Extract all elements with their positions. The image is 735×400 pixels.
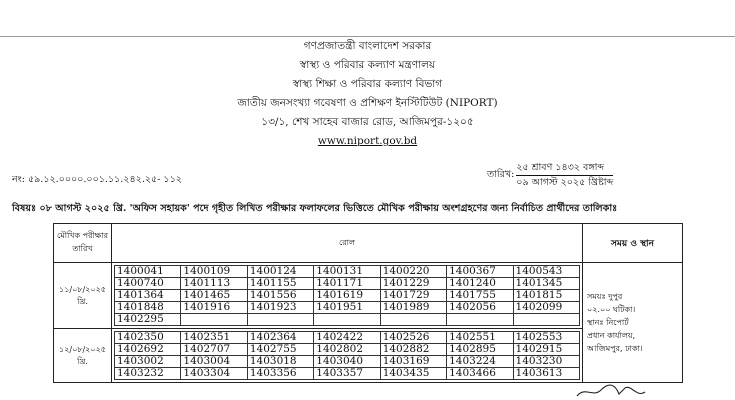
roll-number: 1401989 <box>380 302 446 314</box>
roll-number: 1402351 <box>181 332 247 344</box>
candidate-table <box>53 223 683 383</box>
roll-number: 1403435 <box>380 368 446 380</box>
header-roll: রোল <box>112 224 583 263</box>
roll-row <box>115 344 580 356</box>
institute-name: জাতীয় জনসংখ্যা গবেষণা ও প্রশিক্ষণ ইনস্টিটিউট (NIPORT) <box>237 97 498 109</box>
roll-row <box>115 290 580 302</box>
address: ১৩/১, শেখ সাহেব বাজার রোড, আজিমপুর-১২০৫ <box>261 116 474 128</box>
gov-name: গণপ্রজাতন্ত্রী বাংলাদেশ সরকার <box>303 40 432 52</box>
roll-number: 1402364 <box>247 332 313 344</box>
roll-number: 1402707 <box>181 344 247 356</box>
website-link[interactable]: www.niport.gov.bd <box>317 135 418 147</box>
exam-date-cell <box>54 329 112 383</box>
roll-number: 1401923 <box>247 302 313 314</box>
schedule-line: সময়ঃ দুপুর <box>587 292 623 301</box>
roll-number: 1401171 <box>314 278 380 290</box>
roll-row <box>115 302 580 314</box>
roll-number: 1401556 <box>247 290 313 302</box>
date-bangla: ২৫ শ্রাবণ ১৪৩২ বঙ্গাব্দ <box>516 161 613 176</box>
roll-row <box>115 266 580 278</box>
division-name: স্বাস্থ্য শিক্ষা ও পরিবার কল্যাণ বিভাগ <box>292 78 443 90</box>
roll-number: 1401229 <box>380 278 446 290</box>
roll-number: 1402422 <box>314 332 380 344</box>
roll-number: 1402099 <box>513 302 579 314</box>
roll-number: 1401951 <box>314 302 380 314</box>
date-block <box>487 161 613 190</box>
roll-number: 1400124 <box>247 266 313 278</box>
roll-row <box>115 368 580 380</box>
roll-number: 1403224 <box>447 356 513 368</box>
roll-number: 1403004 <box>181 356 247 368</box>
roll-number: 1401155 <box>247 278 313 290</box>
roll-number: 1403018 <box>247 356 313 368</box>
roll-number: 1400109 <box>181 266 247 278</box>
header-date: মৌখিক পরীক্ষার তারিখ <box>54 224 112 263</box>
roll-number: 1403040 <box>314 356 380 368</box>
roll-number: 1401815 <box>513 290 579 302</box>
schedule-line: আজিমপুর, ঢাকা। <box>587 344 643 353</box>
roll-number: 1400740 <box>115 278 181 290</box>
roll-cell <box>112 263 583 329</box>
roll-number <box>447 314 513 326</box>
roll-number <box>247 314 313 326</box>
roll-number: 1402915 <box>513 344 579 356</box>
roll-number: 1402056 <box>447 302 513 314</box>
roll-number: 1402882 <box>380 344 446 356</box>
roll-number: 1403304 <box>181 368 247 380</box>
roll-number: 1401240 <box>447 278 513 290</box>
roll-number: 1402551 <box>447 332 513 344</box>
roll-number: 1400041 <box>115 266 181 278</box>
roll-number: 1401916 <box>181 302 247 314</box>
ministry-name: স্বাস্থ্য ও পরিবার কল্যাণ মন্ত্রণালয় <box>299 59 436 71</box>
roll-number: 1403002 <box>115 356 181 368</box>
roll-number: 1403356 <box>247 368 313 380</box>
roll-number <box>314 314 380 326</box>
exam-date-suffix: খ্রি. <box>77 296 88 306</box>
table-header-row <box>54 224 683 263</box>
roll-number: 1402350 <box>115 332 181 344</box>
schedule-line: স্থানঃ নিপোর্ট <box>587 318 629 327</box>
roll-row <box>115 314 580 326</box>
roll-cell <box>112 329 583 383</box>
roll-number: 1400367 <box>447 266 513 278</box>
roll-number: 1402802 <box>314 344 380 356</box>
roll-number: 1401113 <box>181 278 247 290</box>
roll-number: 1400220 <box>380 266 446 278</box>
date-label: তারিখ: <box>487 169 515 180</box>
signature-mark <box>575 382 665 400</box>
letterhead <box>0 37 735 151</box>
roll-number: 1403357 <box>314 368 380 380</box>
roll-number: 1402526 <box>380 332 446 344</box>
header-time-place: সময় ও স্থান <box>583 224 683 263</box>
roll-row <box>115 356 580 368</box>
schedule-line: ০২.০০ ঘটিকা। <box>587 305 636 314</box>
schedule-line: প্রধান কার্যালয়, <box>587 331 636 340</box>
roll-number: 1402895 <box>447 344 513 356</box>
roll-number: 1403232 <box>115 368 181 380</box>
roll-number: 1403230 <box>513 356 579 368</box>
roll-number <box>380 314 446 326</box>
roll-grid <box>114 265 580 326</box>
exam-date: ১১/০৮/২০২৫ <box>59 284 106 294</box>
roll-number: 1401729 <box>380 290 446 302</box>
roll-grid <box>114 331 580 380</box>
roll-number: 1402553 <box>513 332 579 344</box>
exam-date: ১২/০৮/২০২৫ <box>59 344 106 354</box>
memo-number: নং: ৫৯.১২.০০০০.০০১.১১.২৪২.২৫- ১১২ <box>12 174 182 185</box>
schedule-cell <box>583 263 683 383</box>
table-row <box>54 263 683 329</box>
roll-number: 1403613 <box>513 368 579 380</box>
roll-number: 1403466 <box>447 368 513 380</box>
roll-number: 1402295 <box>115 314 181 326</box>
roll-number <box>513 314 579 326</box>
roll-number: 1401465 <box>181 290 247 302</box>
roll-number: 1401755 <box>447 290 513 302</box>
roll-number: 1401364 <box>115 290 181 302</box>
roll-number: 1402692 <box>115 344 181 356</box>
roll-row <box>115 332 580 344</box>
roll-number: 1400543 <box>513 266 579 278</box>
exam-date-suffix: খ্রি. <box>77 356 88 366</box>
exam-date-cell <box>54 263 112 329</box>
roll-number: 1401619 <box>314 290 380 302</box>
roll-number: 1401345 <box>513 278 579 290</box>
roll-number: 1403169 <box>380 356 446 368</box>
roll-number: 1400131 <box>314 266 380 278</box>
roll-number <box>181 314 247 326</box>
date-gregorian: ০৯ আগস্ট ২০২৫ খ্রিষ্টাব্দ <box>516 177 614 188</box>
roll-number: 1402755 <box>247 344 313 356</box>
roll-row <box>115 278 580 290</box>
subject-line: বিষয়ঃ ০৮ আগস্ট ২০২৫ খ্রি. 'অফিস সহায়ক' পদে গৃহীত লিখিত পরীক্ষার ফলাফলের ভিত্তিতে মৌখিক পরীক্ষায় অংশগ্রহণের জন্য নির্বাচিত প্রার্থীদের তালিকাঃ <box>12 203 618 214</box>
roll-number: 1401848 <box>115 302 181 314</box>
